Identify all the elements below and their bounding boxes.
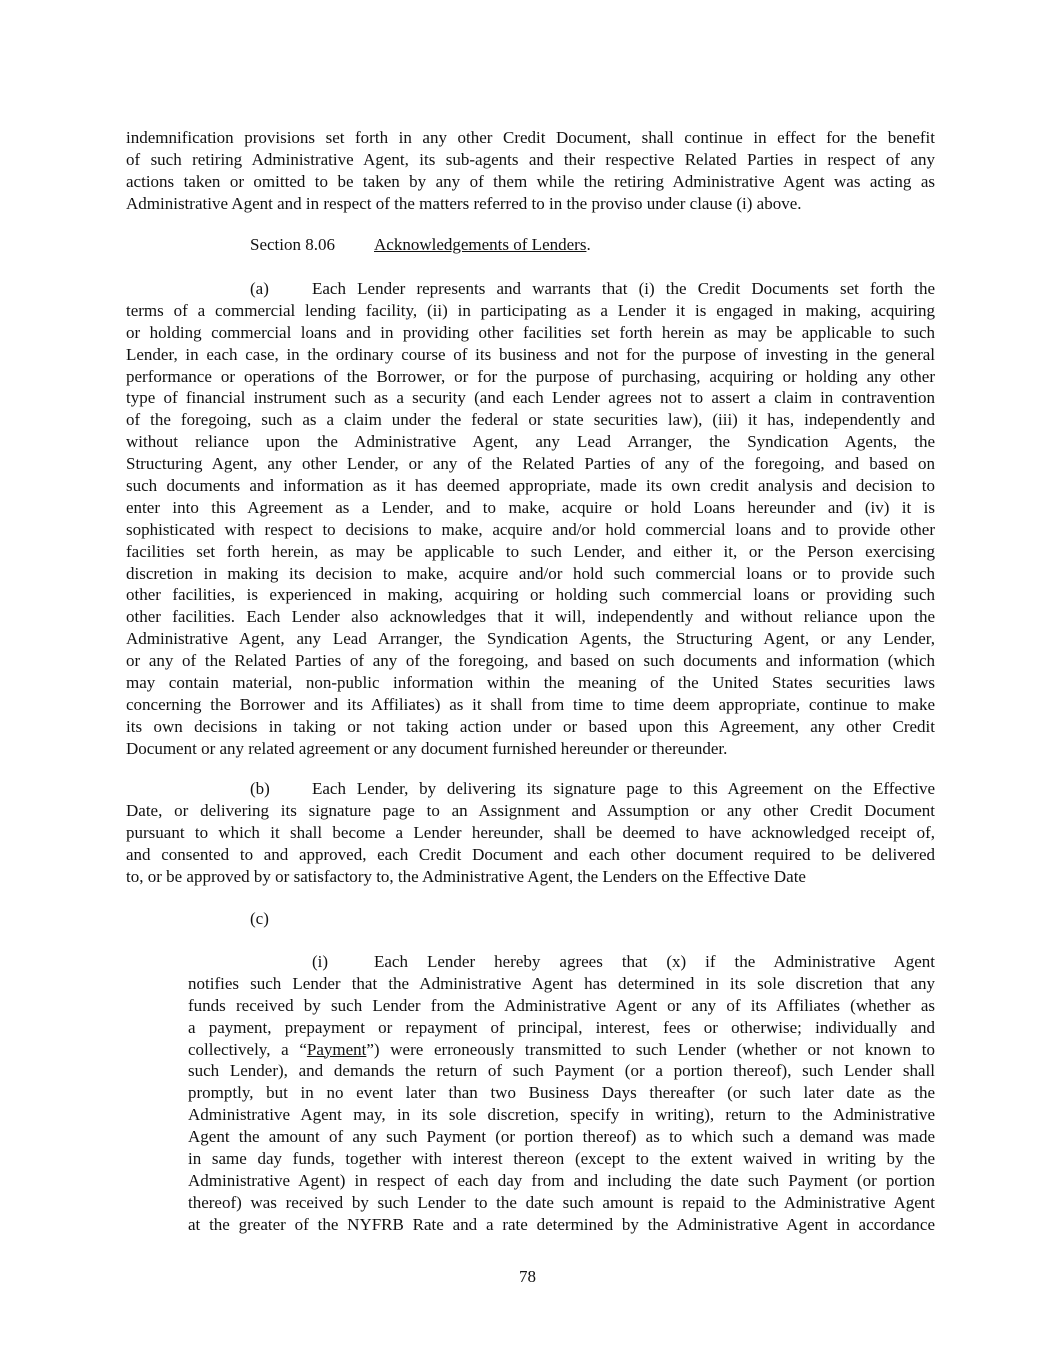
paragraph-b-line: pursuant to which it shall become a Lender hereunder, shall be deemed to have acknowledged receipt of, [126, 822, 935, 842]
paragraph-a-line: sophisticated with respect to decisions to make, acquire and/or hold commercial loans and to provide other [126, 519, 935, 539]
paragraph-a-line: performance or operations of the Borrower, or for the purpose of purchasing, acquiring or holding any other [126, 366, 935, 386]
paragraph-a-first-line [126, 278, 935, 300]
paragraph-c-i-line: promptly, but in no event later than two Business Days thereafter (or such later date as the [188, 1083, 935, 1103]
paragraph-a-line: or any of the Related Parties of any of the foregoing, and based on such documents and information (which [126, 651, 935, 671]
paragraph-a-line: enter into this Agreement as a Lender, and to make, acquire or hold Loans hereunder and (iv) it is [126, 497, 935, 517]
intro-line: of such retiring Administrative Agent, its sub-agents and their respective Related Parties in respect of any [126, 149, 935, 169]
first-line-text: Each Lender hereby agrees that (x) if the Administrative Agent [374, 952, 935, 971]
paragraph-b-line: to, or be approved by or satisfactory to, the Administrative Agent, the Lenders on the Effective Date [126, 866, 806, 886]
first-line-text: Each Lender represents and warrants that (i) the Credit Documents set forth the [312, 279, 935, 298]
intro-line: indemnification provisions set forth in any other Credit Document, shall continue in effect for the benefit [126, 128, 935, 147]
paragraph-c-i-line: notifies such Lender that the Administrative Agent has determined in its sole discretion that any [188, 973, 935, 993]
paragraph-c-i-line: Agent the amount of any such Payment (or portion thereof) as to which such a demand was made [188, 1127, 935, 1147]
paragraph-a-line: discretion in making its decision to make, acquire and/or hold such commercial loans or to provide such [126, 563, 935, 583]
paragraph-a-line: other facilities. Each Lender also acknowledges that it will, independently and without reliance upon the [126, 607, 935, 627]
paragraph-c-i-defined-term-line [188, 1039, 935, 1061]
paragraph-label: (a) [250, 279, 269, 298]
paragraph-label: (b) [250, 779, 270, 798]
paragraph-a-line: Document or any related agreement or any document furnished hereunder or thereunder. [126, 738, 728, 758]
paragraph-a-line: may contain material, non-public information within the meaning of the United States securities laws [126, 673, 935, 693]
paragraph-c-i-line: at the greater of the NYFRB Rate and a rate determined by the Administrative Agent in accordance [188, 1214, 935, 1234]
section-number: Section 8.06 [250, 235, 335, 254]
defined-term-prefix: collectively, a “ [188, 1039, 307, 1059]
paragraph-a-line: Structuring Agent, any other Lender, or any of the Related Parties of any of the foregoing, and based on [126, 454, 935, 474]
paragraph-a-line: facilities set forth herein, as may be applicable to such Lender, and either it, or the Person exercising [126, 541, 935, 561]
page-number: 78 [519, 1267, 536, 1286]
paragraph-a-line: type of financial instrument such as a security (and each Lender agrees not to assert a claim in contravention [126, 388, 935, 408]
paragraph-c-label: (c) [250, 909, 269, 928]
section-title-period: . [586, 235, 591, 254]
paragraph-c-i-line: thereof) was received by such Lender to the date such amount is repaid to the Administrative Agent [188, 1192, 935, 1212]
intro-line: actions taken or omitted to be taken by any of them while the retiring Administrative Agent was acting as [126, 171, 935, 191]
intro-paragraph [126, 127, 935, 215]
section-title: Acknowledgements of Lenders [374, 235, 587, 254]
section-heading [250, 234, 591, 256]
paragraph-b-line: Date, or delivering its signature page to an Assignment and Assumption or any other Credit Document [126, 800, 935, 820]
first-line-text: Each Lender, by delivering its signature page to this Agreement on the Effective [312, 779, 935, 798]
paragraph-a-line: Administrative Agent, any Lead Arranger, the Syndication Agents, the Structuring Agent, or any Lender, [126, 629, 935, 649]
paragraph-c-i-line: funds received by such Lender from the Administrative Agent or any of its Affiliates (whether as [188, 995, 935, 1015]
defined-term-suffix: ”) were erroneously transmitted to such Lender (whether or not known to [366, 1039, 935, 1059]
paragraph-c-i-line: such Lender), and demands the return of such Payment (or a portion thereof), such Lender shall [188, 1061, 935, 1081]
paragraph-c-i-line: Administrative Agent may, in its sole discretion, specify in writing), return to the Administrative [188, 1105, 935, 1125]
paragraph-label: (i) [312, 952, 329, 971]
paragraph-c-i-line: in same day funds, together with interest thereon (except to the extent waived in writing by the [188, 1149, 935, 1169]
paragraph-a-line: or holding commercial loans and in providing other facilities set forth herein as may be applicable to such [126, 322, 935, 342]
paragraph-a-line: Lender, in each case, in the ordinary course of its business and not for the purpose of investing in the general [126, 344, 935, 364]
paragraph-a-line: its own decisions in taking or not taking action under or based upon this Agreement, any other Credit [126, 716, 935, 736]
paragraph-a-line: concerning the Borrower and its Affiliates) as it shall from time to time deem appropriate, continue to make [126, 694, 935, 714]
paragraph-a-line: such documents and information as it has deemed appropriate, made its own credit analysis and decision to [126, 476, 935, 496]
paragraph-c-i-line: a payment, prepayment or repayment of principal, interest, fees or otherwise; individually and [188, 1017, 935, 1037]
paragraph-c-i-line: Administrative Agent) in respect of each day from and including the date such Payment (or portion [188, 1170, 935, 1190]
paragraph-a-line: without reliance upon the Administrative Agent, any Lead Arranger, the Syndication Agents, the [126, 432, 935, 452]
paragraph-a [126, 278, 935, 760]
paragraph-c-i-first-line [188, 951, 935, 973]
paragraph-a-line: of the foregoing, such as a claim under the federal or state securities law), (iii) it has, independently and [126, 410, 935, 430]
paragraph-b [126, 778, 935, 887]
paragraph-b-first-line [126, 778, 935, 800]
paragraph-c-i [188, 951, 935, 1236]
intro-line: Administrative Agent and in respect of the matters referred to in the proviso under clause (i) above. [126, 193, 802, 213]
paragraph-a-line: other facilities, is experienced in making, acquiring or holding such commercial loans or providing such [126, 585, 935, 605]
paragraph-a-line: terms of a commercial lending facility, (ii) in participating as a Lender it is engaged in making, acquiring [126, 300, 935, 320]
paragraph-b-line: and consented to and approved, each Credit Document and each other document required to be delivered [126, 844, 935, 864]
defined-term-payment: Payment [306, 1039, 367, 1059]
